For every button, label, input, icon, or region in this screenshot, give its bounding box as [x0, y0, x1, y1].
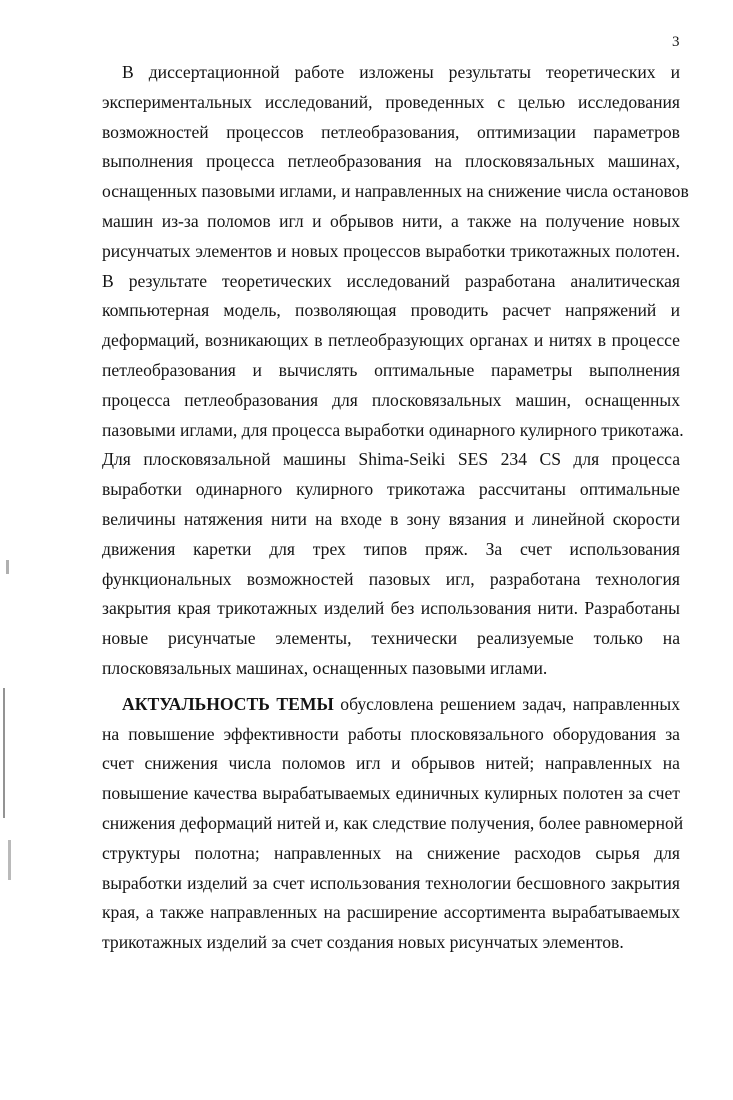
relevance-heading: АКТУАЛЬНОСТЬ ТЕМЫ — [122, 693, 334, 714]
heading-continuation: обусловлена решением задач, направленных — [333, 693, 680, 714]
scan-artifact — [6, 560, 9, 574]
paragraph-summary — [102, 58, 689, 684]
text-line: функциональных возможностей пазовых игл, разработана технология — [102, 568, 680, 589]
text-line: Для плосковязальной машины Shima-Seiki SES 234 CS для процесса — [102, 449, 680, 470]
page-number: 3 — [672, 34, 680, 50]
text-line: рисунчатых элементов и новых процессов выработки трикотажных полотен. — [102, 240, 680, 261]
text-line: В результате теоретических исследований разработана аналитическая — [102, 270, 680, 291]
text-line: структуры полотна; направленных на снижение расходов сырья для — [102, 842, 680, 863]
text-line: счет снижения числа поломов игл и обрывов нитей; направленных на — [102, 753, 680, 774]
text-line: величины натяжения нити на входе в зону вязания и линейной скорости — [102, 508, 680, 529]
text-line: новые рисунчатые элементы, технически реализуемые только на — [102, 628, 680, 649]
text-line: пазовыми иглами, для процесса выработки одинарного кулирного трикотажа. — [102, 419, 684, 440]
text-line: компьютерная модель, позволяющая проводить расчет напряжений и — [102, 300, 680, 321]
text-line: повышение качества вырабатываемых единичных кулирных полотен за счет — [102, 783, 680, 804]
text-line: выработки одинарного кулирного трикотажа рассчитаны оптимальные — [102, 479, 680, 500]
text-line: выполнения процесса петлеобразования на плосковязальных машинах, — [102, 151, 680, 172]
scan-artifact — [3, 688, 5, 818]
text-line: экспериментальных исследований, проведенных с целью исследования — [102, 91, 680, 112]
text-line: края, а также направленных на расширение ассортимента вырабатываемых — [102, 902, 680, 923]
text-line: трикотажных изделий за счет создания новых рисунчатых элементов. — [102, 932, 624, 953]
paragraph-relevance — [102, 690, 684, 958]
text-line: В диссертационной работе изложены результаты теоретических и — [122, 62, 680, 82]
text-line: процесса петлеобразования для плосковязальных машин, оснащенных — [102, 389, 680, 410]
scan-artifact — [8, 840, 11, 880]
text-line: движения каретки для трех типов пряж. За счет использования — [102, 538, 680, 559]
document-body — [102, 58, 689, 958]
text-line: оснащенных пазовыми иглами, и направленных на снижение числа остановов — [102, 181, 689, 202]
text-line: закрытия края трикотажных изделий без использования нити. Разработаны — [102, 598, 680, 619]
text-line: плосковязальных машинах, оснащенных пазовыми иглами. — [102, 657, 548, 678]
text-line: выработки изделий за счет использования технологии бесшовного закрытия — [102, 872, 680, 893]
text-line: деформаций, возникающих в петлеобразующих органах и нитях в процессе — [102, 330, 680, 351]
text-line: возможностей процессов петлеобразования, оптимизации параметров — [102, 121, 680, 142]
text-line: снижения деформаций нитей и, как следствие получения, более равномерной — [102, 812, 684, 833]
text-line: петлеобразования и вычислять оптимальные параметры выполнения — [102, 359, 680, 380]
paragraph-first-line — [102, 690, 680, 720]
text-line: машин из-за поломов игл и обрывов нити, а также на получение новых — [102, 210, 680, 231]
text-line: на повышение эффективности работы плосковязального оборудования за — [102, 723, 680, 744]
